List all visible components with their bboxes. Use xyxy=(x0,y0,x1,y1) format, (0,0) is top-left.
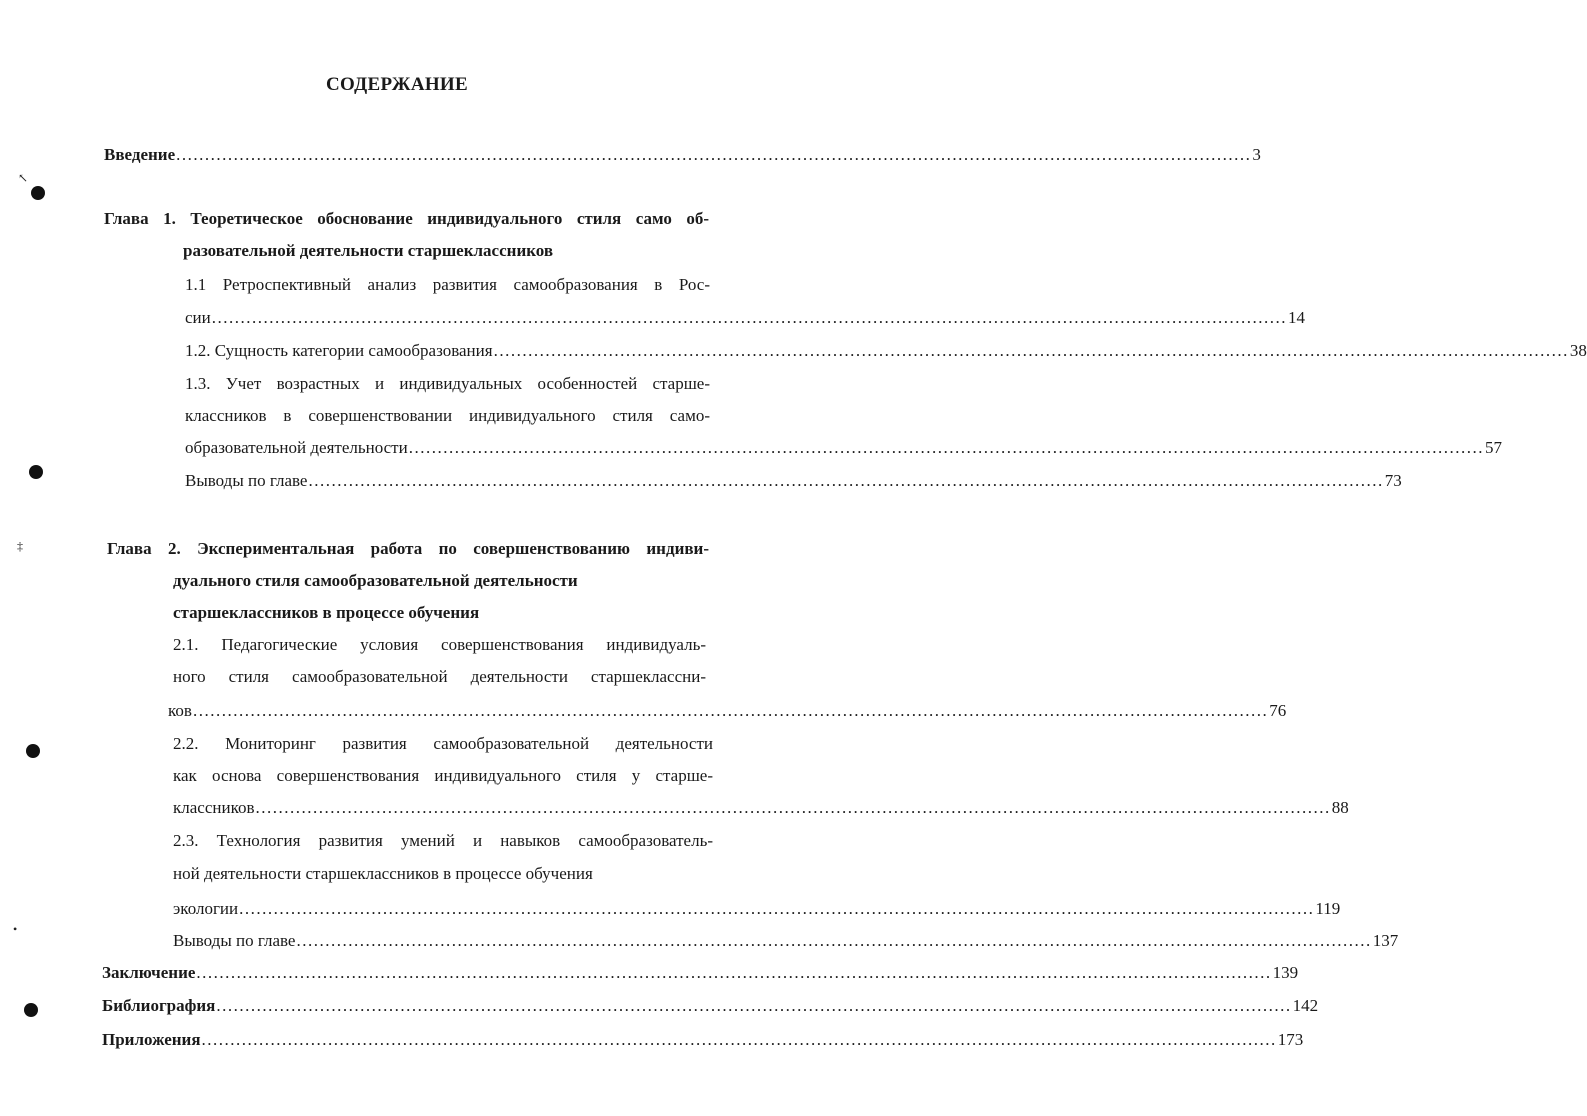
toc-label: Библиография xyxy=(102,996,216,1015)
toc-entry-bibliography[interactable] xyxy=(102,995,1319,1017)
leader-dots: ........................................................................................................................................................................................... xyxy=(201,1030,1277,1049)
section-2-1-line2[interactable]: ного стиля самообразовательной деятельности старшеклассни- xyxy=(173,667,706,686)
section-1-3-line2[interactable]: классников в совершенствовании индивидуального стиля само- xyxy=(185,406,710,425)
section-2-3-line2[interactable]: ной деятельности старшеклассников в процессе обучения xyxy=(173,864,593,883)
leader-dots: ........................................................................................................................................................................................... xyxy=(255,798,1331,817)
toc-entry-section-2-1[interactable] xyxy=(168,700,1287,722)
toc-label: Выводы по главе xyxy=(185,471,308,490)
toc-label: Приложения xyxy=(102,1030,201,1049)
toc-entry-introduction[interactable] xyxy=(104,144,1261,166)
leader-dots: ........................................................................................................................................................................................... xyxy=(176,145,1252,164)
toc-page-number: 142 xyxy=(1292,996,1319,1015)
toc-label: Введение xyxy=(104,145,176,164)
toc-page-number: 139 xyxy=(1272,963,1299,982)
toc-entry-section-2-2[interactable] xyxy=(173,797,1349,819)
toc-label: 1.2. Сущность категории самообразования xyxy=(185,341,493,360)
section-2-1-line1[interactable]: 2.1. Педагогические условия совершенствования индивидуаль- xyxy=(173,635,706,654)
toc-label: Заключение xyxy=(102,963,196,982)
toc-page-number: 14 xyxy=(1288,308,1305,327)
toc-label: Выводы по главе xyxy=(173,931,296,950)
section-1-3-line1[interactable]: 1.3. Учет возрастных и индивидуальных особенностей старше- xyxy=(185,374,710,393)
leader-dots: ........................................................................................................................................................................................... xyxy=(216,996,1292,1015)
toc-page-number: 137 xyxy=(1372,931,1399,950)
chapter1-heading-line2[interactable]: разовательной деятельности старшеклассников xyxy=(183,241,554,260)
chapter2-heading-line2[interactable]: дуального стиля самообразовательной деятельности xyxy=(173,571,578,590)
chapter2-heading-line3[interactable]: старшеклассников в процессе обучения xyxy=(173,603,480,622)
toc-label: классников xyxy=(173,798,255,817)
binder-hole-mark xyxy=(26,744,40,758)
binder-hole-mark xyxy=(24,1003,38,1017)
toc-entry-chapter1-conclusions[interactable] xyxy=(185,470,1402,492)
section-2-3-line1[interactable]: 2.3. Технология развития умений и навыков самообразователь- xyxy=(173,831,713,850)
toc-page-number: 173 xyxy=(1277,1030,1304,1049)
binder-hole-mark xyxy=(29,465,43,479)
toc-entry-section-1-3[interactable] xyxy=(185,437,1502,459)
toc-page-number: 119 xyxy=(1315,899,1341,918)
section-1-1-line1[interactable]: 1.1 Ретроспективный анализ развития самообразования в Рос- xyxy=(185,275,710,294)
toc-entry-section-1-1[interactable] xyxy=(185,307,1305,329)
leader-dots: ........................................................................................................................................................................................... xyxy=(408,438,1484,457)
chapter2-heading-line1[interactable]: Глава 2. Экспериментальная работа по совершенствованию индиви- xyxy=(107,539,709,558)
leader-dots: ........................................................................................................................................................................................... xyxy=(192,701,1269,720)
toc-entry-chapter2-conclusions[interactable] xyxy=(173,930,1399,952)
leader-dots: ........................................................................................................................................................................................... xyxy=(493,341,1569,360)
toc-entry-conclusion[interactable] xyxy=(102,962,1299,984)
chapter1-heading-line1[interactable]: Глава 1. Теоретическое обоснование индивидуального стиля само об- xyxy=(104,209,709,228)
scan-speck: ‡ xyxy=(17,539,23,553)
leader-dots: ........................................................................................................................................................................................... xyxy=(196,963,1272,982)
toc-label: сии xyxy=(185,308,211,327)
toc-label: экологии xyxy=(173,899,239,918)
leader-dots: ........................................................................................................................................................................................... xyxy=(211,308,1287,327)
scan-speck: ↖ xyxy=(18,171,29,185)
toc-page-number: 73 xyxy=(1384,471,1402,490)
toc-entry-section-1-2[interactable] xyxy=(185,340,1587,362)
binder-hole-mark xyxy=(31,186,45,200)
toc-entry-appendices[interactable] xyxy=(102,1029,1304,1051)
toc-label: образовательной деятельности xyxy=(185,438,408,457)
toc-page-number: 76 xyxy=(1269,701,1287,720)
toc-page-number: 88 xyxy=(1331,798,1349,817)
toc-page-number: 3 xyxy=(1252,145,1261,164)
toc-label: ков xyxy=(168,701,192,720)
section-2-2-line1[interactable]: 2.2. Мониторинг развития самообразовательной деятельности xyxy=(173,734,713,753)
scan-speck: • xyxy=(13,922,18,936)
section-2-2-line2[interactable]: как основа совершенствования индивидуального стиля у старше- xyxy=(173,766,713,785)
toc-entry-section-2-3[interactable] xyxy=(173,898,1341,920)
leader-dots: ........................................................................................................................................................................................... xyxy=(239,899,1315,918)
toc-page-number: 57 xyxy=(1484,438,1502,457)
leader-dots: ........................................................................................................................................................................................... xyxy=(308,471,1384,490)
leader-dots: ........................................................................................................................................................................................... xyxy=(296,931,1372,950)
page-title: СОДЕРЖАНИЕ xyxy=(326,74,468,95)
toc-page-number: 38 xyxy=(1569,341,1587,360)
